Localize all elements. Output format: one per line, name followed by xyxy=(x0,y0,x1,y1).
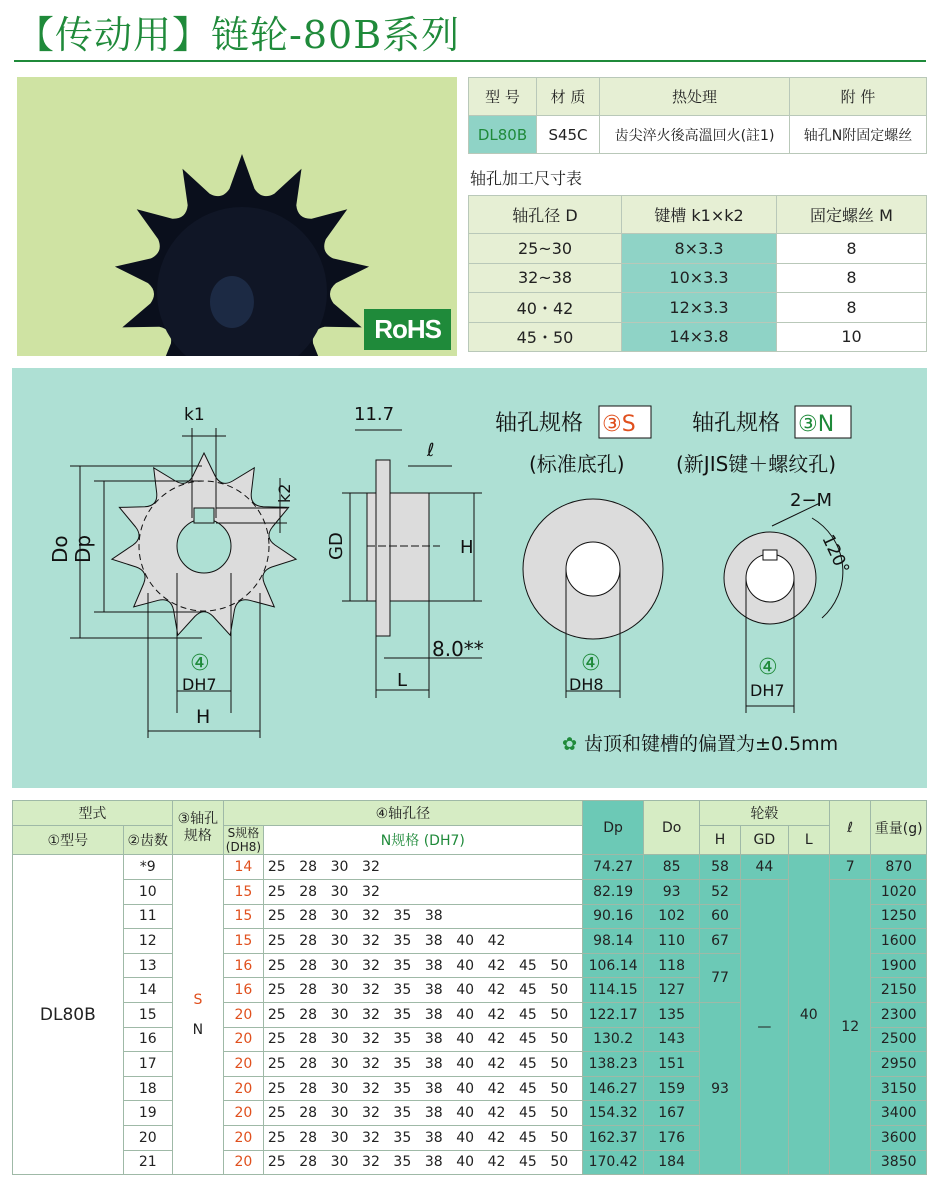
weight-cell: 870 xyxy=(871,855,927,880)
teeth-cell: 20 xyxy=(123,1125,172,1150)
teeth-cell: 21 xyxy=(123,1150,172,1175)
weight-cell: 3850 xyxy=(871,1150,927,1175)
weight-cell: 1600 xyxy=(871,929,927,954)
s-bore-cell: 20 xyxy=(223,1150,263,1175)
n-bore-value: 35 xyxy=(393,957,412,974)
bore-header-screw: 固定螺丝 M xyxy=(777,196,927,234)
n-bore-value: 30 xyxy=(330,1055,349,1072)
offset-note: 齿顶和键槽的偏置为±0.5mm xyxy=(584,733,839,755)
angle-label: 120° xyxy=(817,531,853,578)
weight-cell: 3600 xyxy=(871,1125,927,1150)
bore-d: 45・50 xyxy=(469,322,622,352)
n-bore-value: 25 xyxy=(267,859,286,876)
n-bore-value: 45 xyxy=(518,1080,537,1097)
n-bore-value: 28 xyxy=(299,1006,318,1023)
n-bore-value: 35 xyxy=(393,1080,412,1097)
n-bore-value: 25 xyxy=(267,1129,286,1146)
dh8-label: DH8 xyxy=(569,675,604,694)
n-bore-value: 25 xyxy=(267,957,286,974)
hub-h-label: H xyxy=(460,537,474,558)
spec-accessory: 轴孔N附固定螺丝 xyxy=(790,116,927,154)
bore-screw: 8 xyxy=(777,234,927,264)
n-bore-value: 50 xyxy=(550,1080,569,1097)
spec-n: N xyxy=(192,1021,204,1038)
weight-cell: 2500 xyxy=(871,1027,927,1052)
n-bore-value: 25 xyxy=(267,932,286,949)
bore-d: 40・42 xyxy=(469,293,622,323)
n-bore-value: 35 xyxy=(393,1031,412,1048)
n-bore-value: 28 xyxy=(299,883,318,900)
n-bore-value: 30 xyxy=(330,957,349,974)
spec-header-accessory: 附 件 xyxy=(790,78,927,116)
n-bore-cell xyxy=(263,1150,582,1175)
col-header-do: Do xyxy=(644,801,699,855)
n-bore-value: 28 xyxy=(299,1031,318,1048)
dp-cell: 130.2 xyxy=(582,1027,644,1052)
n-bore-value: 38 xyxy=(424,982,443,999)
col-header-gd: GD xyxy=(741,825,788,855)
n-bore-value: 45 xyxy=(518,1031,537,1048)
n-bore-value: 25 xyxy=(267,1031,286,1048)
n-bore-value: 38 xyxy=(424,1154,443,1171)
n-bore-value: 30 xyxy=(330,883,349,900)
bore-header-d: 轴孔径 D xyxy=(469,196,622,234)
hub-h-cell: 77 xyxy=(699,953,740,1002)
s-bore-cell: 20 xyxy=(223,1027,263,1052)
dp-cell: 170.42 xyxy=(582,1150,644,1175)
n-bore-value: 25 xyxy=(267,1154,286,1171)
s-bore-cell: 15 xyxy=(223,904,263,929)
n-bore-value: 40 xyxy=(456,1006,475,1023)
s-bore-cell: 15 xyxy=(223,879,263,904)
l-cell: 40 xyxy=(788,855,829,1175)
n-bore-value: 32 xyxy=(362,1154,380,1171)
do-cell: 151 xyxy=(644,1052,699,1077)
n-bore-value: 42 xyxy=(487,1055,506,1072)
n-bore-value: 42 xyxy=(487,1129,506,1146)
n-spec-code: ③N xyxy=(798,412,835,437)
n-bore-value: 25 xyxy=(267,1105,286,1122)
n-bore-value: 40 xyxy=(456,1055,475,1072)
n-bore-value: 35 xyxy=(393,1154,412,1171)
bore-key: 14×3.8 xyxy=(622,322,777,352)
n-bore-value: 38 xyxy=(424,1006,443,1023)
teeth-cell: 18 xyxy=(123,1076,172,1101)
n-bore-value: 35 xyxy=(393,982,412,999)
n-bore-value: 30 xyxy=(330,1006,349,1023)
n-bore-value: 38 xyxy=(424,1055,443,1072)
do-cell: 167 xyxy=(644,1101,699,1126)
spec-header-heat: 热处理 xyxy=(600,78,790,116)
n-bore-value: 35 xyxy=(393,932,412,949)
n-bore-value: 38 xyxy=(424,932,443,949)
do-cell: 102 xyxy=(644,904,699,929)
n-bore-value: 40 xyxy=(456,1105,475,1122)
rohs-badge: RoHS xyxy=(364,309,451,350)
weight-cell: 3150 xyxy=(871,1076,927,1101)
n-bore-value: 45 xyxy=(518,957,537,974)
col-header-n: N规格 (DH7) xyxy=(263,825,582,855)
dim-80-label: 8.0** xyxy=(432,637,484,661)
s-bore-cell: 20 xyxy=(223,1076,263,1101)
model-cell: DL80B xyxy=(13,855,124,1175)
s-bore-cell: 20 xyxy=(223,1052,263,1077)
dimension-diagram xyxy=(12,368,927,788)
n-bore-value: 40 xyxy=(456,932,475,949)
n-bore-value: 42 xyxy=(487,1031,506,1048)
teeth-cell: 10 xyxy=(123,879,172,904)
s-spec-title: 轴孔规格 xyxy=(495,411,584,436)
teeth-cell: 13 xyxy=(123,953,172,978)
n-bore-value: 40 xyxy=(456,957,475,974)
h-label: H xyxy=(196,706,211,728)
n-bore-value: 50 xyxy=(550,982,569,999)
n-bore-value: 50 xyxy=(550,1031,569,1048)
n-bore-value: 35 xyxy=(393,1006,412,1023)
spec-material: S45C xyxy=(537,116,600,154)
col-header-h: H xyxy=(699,825,740,855)
s-spec-code: ③S xyxy=(602,412,636,437)
n-bore-value: 42 xyxy=(487,982,506,999)
n-bore-value: 35 xyxy=(393,1129,412,1146)
col-header-teeth: ②齿数 xyxy=(123,825,172,855)
weight-cell: 1250 xyxy=(871,904,927,929)
title-divider xyxy=(14,60,926,62)
n-bore-value: 40 xyxy=(456,1154,475,1171)
weight-cell: 3400 xyxy=(871,1101,927,1126)
dp-cell: 146.27 xyxy=(582,1076,644,1101)
dp-cell: 138.23 xyxy=(582,1052,644,1077)
teeth-cell: *9 xyxy=(123,855,172,880)
n-bore-value: 42 xyxy=(487,957,506,974)
do-cell: 118 xyxy=(644,953,699,978)
n-bore-value: 35 xyxy=(393,1105,412,1122)
do-cell: 184 xyxy=(644,1150,699,1175)
hub-h-cell: 93 xyxy=(699,1002,740,1174)
col-header-spec: ③轴孔规格 xyxy=(172,801,223,855)
n-bore-value: 50 xyxy=(550,1055,569,1072)
spec-heat: 齿尖淬火後高溫回火(註1) xyxy=(600,116,790,154)
spec-model: DL80B xyxy=(469,116,537,154)
n-dh7-label: DH7 xyxy=(750,681,785,700)
product-photo xyxy=(17,77,457,356)
n-bore-value: 50 xyxy=(550,1154,569,1171)
bore-circle-label: ④ xyxy=(190,651,210,676)
col-header-dp: Dp xyxy=(582,801,644,855)
n-bore-value: 28 xyxy=(299,932,318,949)
s-bore-cell: 20 xyxy=(223,1101,263,1126)
n-bore-value: 32 xyxy=(362,1055,380,1072)
dp-label: Dp xyxy=(71,534,95,563)
dh7-label: DH7 xyxy=(182,675,217,694)
hub-h-cell: 58 xyxy=(699,855,740,880)
n-bore-value: 45 xyxy=(518,982,537,999)
n-bore-value: 42 xyxy=(487,1154,506,1171)
s-bore-circle-label: ④ xyxy=(581,651,601,676)
n-bore-cell xyxy=(263,1125,582,1150)
s-bore-cell: 14 xyxy=(223,855,263,880)
n-bore-value: 38 xyxy=(424,957,443,974)
col-header-l: L xyxy=(788,825,829,855)
n-bore-value: 28 xyxy=(299,982,318,999)
n-bore-value: 35 xyxy=(393,1055,412,1072)
n-bore-value: 30 xyxy=(330,1105,349,1122)
n-bore-value: 32 xyxy=(362,982,380,999)
dp-cell: 74.27 xyxy=(582,855,644,880)
n-bore-value: 30 xyxy=(330,859,349,876)
s-bore-cell: 20 xyxy=(223,1002,263,1027)
n-bore-value: 30 xyxy=(330,1031,349,1048)
n-bore-value: 25 xyxy=(267,883,286,900)
n-bore-value: 32 xyxy=(362,908,380,925)
n-bore-value: 32 xyxy=(362,1006,380,1023)
teeth-cell: 14 xyxy=(123,978,172,1003)
weight-cell: 2300 xyxy=(871,1002,927,1027)
dp-cell: 122.17 xyxy=(582,1002,644,1027)
bore-header-key: 键槽 k1×k2 xyxy=(622,196,777,234)
n-bore-value: 45 xyxy=(518,1055,537,1072)
dimensions-table xyxy=(12,800,927,1175)
spec-s: S xyxy=(193,991,203,1008)
teeth-cell: 19 xyxy=(123,1101,172,1126)
do-cell: 93 xyxy=(644,879,699,904)
n-spec-sub: (新JIS键＋螺纹孔) xyxy=(676,452,837,476)
n-bore-value: 50 xyxy=(550,1006,569,1023)
n-bore-cell xyxy=(263,1002,582,1027)
spec-table xyxy=(468,77,927,154)
bore-table-caption: 轴孔加工尺寸表 xyxy=(470,169,583,188)
n-bore-cell xyxy=(263,953,582,978)
col-header-bore: ④轴孔径 xyxy=(223,801,582,826)
n-bore-value: 28 xyxy=(299,1105,318,1122)
n-bore-value: 45 xyxy=(518,1006,537,1023)
dp-cell: 98.14 xyxy=(582,929,644,954)
n-bore-value: 25 xyxy=(267,1080,286,1097)
n-bore-value: 25 xyxy=(267,982,286,999)
ell-cell: 12 xyxy=(829,879,870,1174)
n-bore-value: 32 xyxy=(362,1105,380,1122)
bore-screw: 8 xyxy=(777,263,927,293)
n-bore-value: 28 xyxy=(299,1154,318,1171)
n-bore-value: 50 xyxy=(550,1105,569,1122)
n-bore-value: 38 xyxy=(424,1105,443,1122)
n-bore-value: 42 xyxy=(487,932,506,949)
bore-d: 25~30 xyxy=(469,234,622,264)
weight-cell: 1020 xyxy=(871,879,927,904)
n-bore-value: 40 xyxy=(456,1129,475,1146)
n-bore-cell xyxy=(263,929,582,954)
width-117-label: 11.7 xyxy=(354,404,395,425)
n-bore-value: 30 xyxy=(330,1080,349,1097)
bore-table xyxy=(468,195,927,352)
ell-cell: 7 xyxy=(829,855,870,880)
spec-header-material: 材 质 xyxy=(537,78,600,116)
n-bore-value: 32 xyxy=(362,1129,380,1146)
dp-cell: 154.32 xyxy=(582,1101,644,1126)
do-cell: 176 xyxy=(644,1125,699,1150)
s-spec-sub: (标准底孔) xyxy=(529,452,625,476)
n-bore-value: 40 xyxy=(456,982,475,999)
n-bore-value: 30 xyxy=(330,908,349,925)
teeth-cell: 16 xyxy=(123,1027,172,1052)
n-bore-value: 35 xyxy=(393,908,412,925)
n-bore-value: 32 xyxy=(362,957,380,974)
n-bore-value: 40 xyxy=(456,1080,475,1097)
n-bore-value: 32 xyxy=(362,932,380,949)
n-bore-cell xyxy=(263,1027,582,1052)
do-cell: 85 xyxy=(644,855,699,880)
n-bore-value: 28 xyxy=(299,908,318,925)
s-bore-cell: 16 xyxy=(223,953,263,978)
n-bore-cell xyxy=(263,1076,582,1101)
n-bore-value: 28 xyxy=(299,957,318,974)
hub-h-cell: 52 xyxy=(699,879,740,904)
col-header-weight: 重量(g) xyxy=(871,801,927,855)
col-header-model: ①型号 xyxy=(13,825,124,855)
n-bore-value: 40 xyxy=(456,1031,475,1048)
spec-header-model: 型 号 xyxy=(469,78,537,116)
n-bore-value: 28 xyxy=(299,859,318,876)
col-header-s: S规格(DH8) xyxy=(223,825,263,855)
n-bore-value: 30 xyxy=(330,1129,349,1146)
n-bore-value: 25 xyxy=(267,1006,286,1023)
n-bore-value: 32 xyxy=(362,883,380,900)
n-bore-cell xyxy=(263,855,582,880)
s-bore-cell: 16 xyxy=(223,978,263,1003)
n-bore-value: 38 xyxy=(424,1129,443,1146)
s-bore-cell: 20 xyxy=(223,1125,263,1150)
n-bore-value: 38 xyxy=(424,1031,443,1048)
weight-cell: 2150 xyxy=(871,978,927,1003)
n-bore-value: 42 xyxy=(487,1105,506,1122)
col-header-ell: ℓ xyxy=(829,801,870,855)
teeth-cell: 17 xyxy=(123,1052,172,1077)
weight-cell: 1900 xyxy=(871,953,927,978)
hub-h-cell: 67 xyxy=(699,929,740,954)
screw-label: 2−M xyxy=(790,490,833,511)
bore-key: 8×3.3 xyxy=(622,234,777,264)
teeth-cell: 11 xyxy=(123,904,172,929)
do-cell: 135 xyxy=(644,1002,699,1027)
col-header-type: 型式 xyxy=(13,801,173,826)
bore-d: 32~38 xyxy=(469,263,622,293)
gd-cell: — xyxy=(741,879,788,1174)
n-bore-value: 38 xyxy=(424,908,443,925)
gd-label: GD xyxy=(326,532,347,560)
n-bore-cell xyxy=(263,1101,582,1126)
k1-label: k1 xyxy=(184,405,205,425)
teeth-cell: 15 xyxy=(123,1002,172,1027)
l-label: L xyxy=(397,670,408,691)
teeth-cell: 12 xyxy=(123,929,172,954)
s-bore-cell: 15 xyxy=(223,929,263,954)
n-bore-value: 50 xyxy=(550,1129,569,1146)
n-bore-value: 42 xyxy=(487,1080,506,1097)
bore-screw: 10 xyxy=(777,322,927,352)
n-bore-cell xyxy=(263,1052,582,1077)
n-bore-cell xyxy=(263,904,582,929)
n-bore-value: 28 xyxy=(299,1080,318,1097)
dp-cell: 90.16 xyxy=(582,904,644,929)
page-title: 【传动用】链轮-80B系列 xyxy=(16,13,461,57)
n-spec-title: 轴孔规格 xyxy=(692,411,781,436)
col-header-hub: 轮毂 xyxy=(699,801,829,826)
n-bore-value: 38 xyxy=(424,1080,443,1097)
hub-h-cell: 60 xyxy=(699,904,740,929)
n-bore-value: 30 xyxy=(330,1154,349,1171)
n-bore-value: 30 xyxy=(330,982,349,999)
n-bore-value: 30 xyxy=(330,932,349,949)
n-bore-value: 42 xyxy=(487,1006,506,1023)
ell-label: ℓ xyxy=(427,440,435,461)
gd-cell: 44 xyxy=(741,855,788,880)
dp-cell: 82.19 xyxy=(582,879,644,904)
bore-key: 10×3.3 xyxy=(622,263,777,293)
table-row xyxy=(13,855,927,880)
dp-cell: 114.15 xyxy=(582,978,644,1003)
k2-label: k2 xyxy=(275,483,294,503)
n-bore-value: 25 xyxy=(267,908,286,925)
gear-icon: ✿ xyxy=(562,734,578,755)
do-cell: 127 xyxy=(644,978,699,1003)
n-bore-value: 32 xyxy=(362,859,380,876)
do-cell: 110 xyxy=(644,929,699,954)
do-cell: 159 xyxy=(644,1076,699,1101)
n-bore-cell xyxy=(263,978,582,1003)
n-bore-value: 45 xyxy=(518,1129,537,1146)
n-bore-value: 32 xyxy=(362,1031,380,1048)
n-bore-value: 28 xyxy=(299,1055,318,1072)
do-cell: 143 xyxy=(644,1027,699,1052)
spec-cell xyxy=(172,855,223,1175)
n-bore-cell xyxy=(263,879,582,904)
n-bore-value: 28 xyxy=(299,1129,318,1146)
bore-screw: 8 xyxy=(777,293,927,323)
n-bore-value: 50 xyxy=(550,957,569,974)
n-bore-value: 25 xyxy=(267,1055,286,1072)
n-bore-value: 32 xyxy=(362,1080,380,1097)
bore-key: 12×3.3 xyxy=(622,293,777,323)
n-bore-circle-label: ④ xyxy=(758,655,778,680)
do-label: Do xyxy=(48,535,72,563)
n-bore-value: 45 xyxy=(518,1154,537,1171)
dp-cell: 162.37 xyxy=(582,1125,644,1150)
weight-cell: 2950 xyxy=(871,1052,927,1077)
n-bore-value: 45 xyxy=(518,1105,537,1122)
dp-cell: 106.14 xyxy=(582,953,644,978)
